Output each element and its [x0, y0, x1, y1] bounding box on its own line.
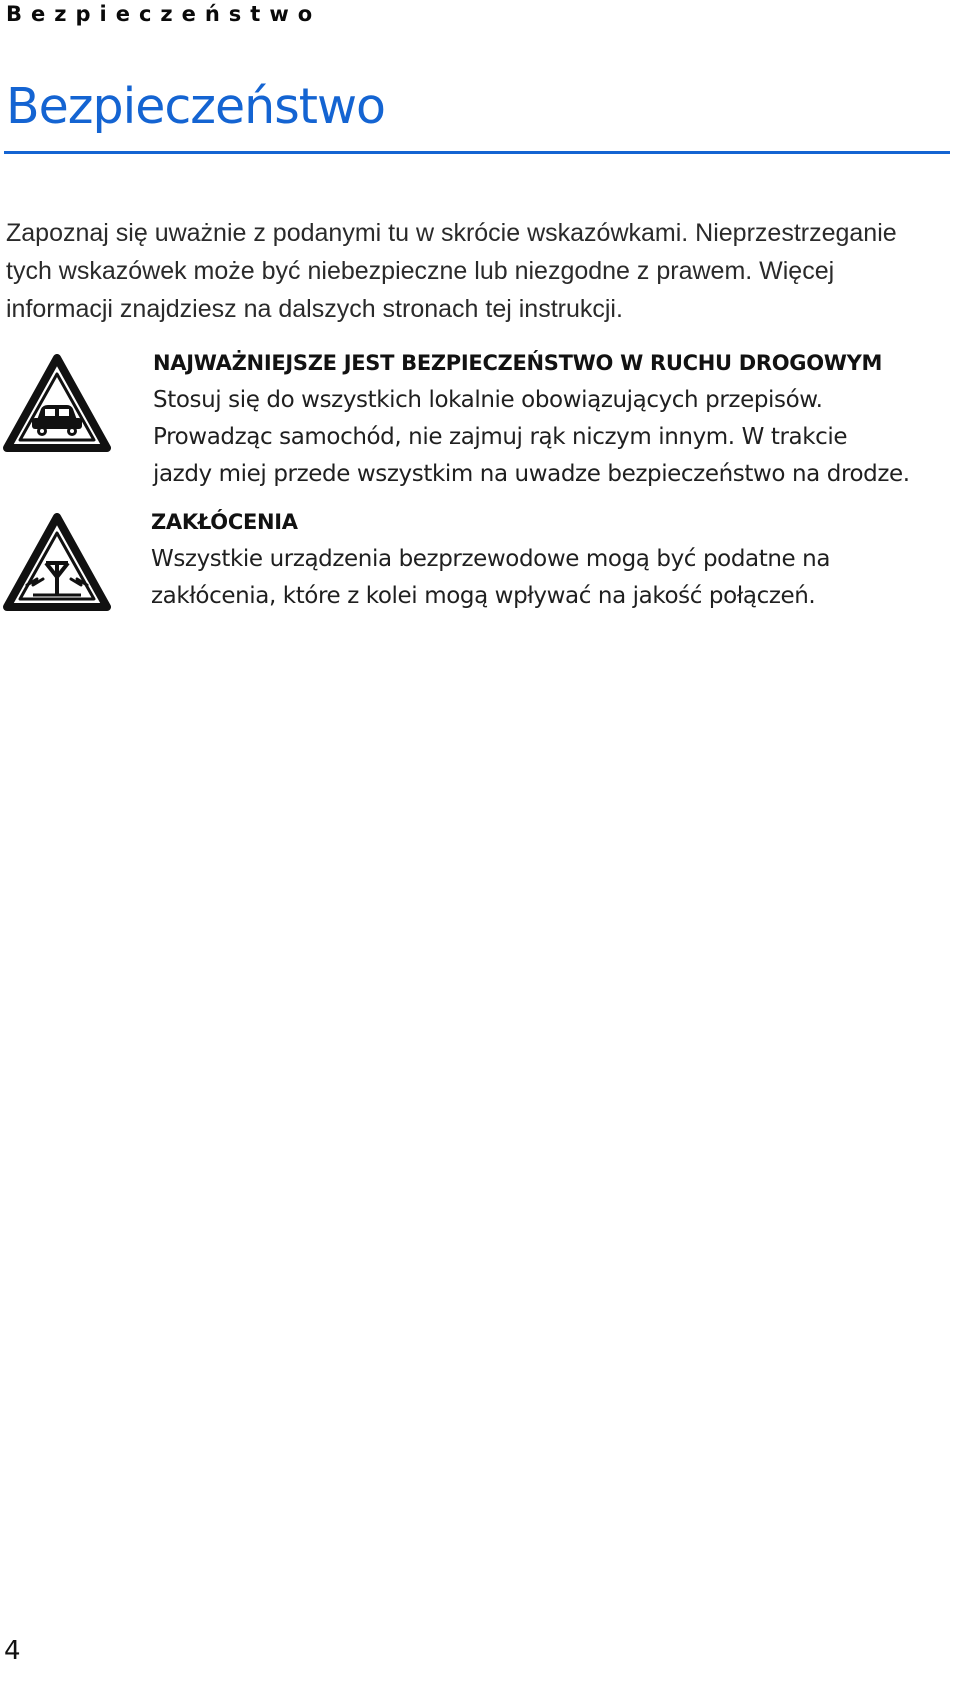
- section-heading: ZAKŁÓCENIA: [151, 510, 298, 534]
- interference-text: [151, 507, 951, 615]
- section-line: Wszystkie urządzenia bezprzewodowe mogą być podatne na: [151, 546, 831, 572]
- intro-line: Zapoznaj się uważnie z podanymi tu w skrócie wskazówkami. Nieprzestrzeganie: [6, 219, 897, 247]
- section-line: zakłócenia, które z kolei mogą wpływać na jakość połączeń.: [151, 583, 816, 609]
- interference-antenna-warning-icon: [3, 513, 111, 613]
- intro-line: informacji znajdziesz na dalszych stronach tej instrukcji.: [6, 295, 623, 323]
- section-line: jazdy miej przede wszystkim na uwadze bezpieczeństwo na drodze.: [153, 461, 910, 487]
- road-safety-car-warning-icon: [3, 354, 111, 454]
- section-body: [151, 541, 951, 615]
- section-heading: NAJWAŻNIEJSZE JEST BEZPIECZEŃSTWO W RUCHU DROGOWYM: [153, 351, 883, 375]
- road-safety-text: [153, 348, 953, 493]
- page-title: Bezpieczeństwo: [6, 78, 386, 135]
- section-line: Prowadząc samochód, nie zajmuj rąk niczym innym. W trakcie: [153, 424, 848, 450]
- title-rule: [4, 151, 950, 154]
- page-number: 4: [4, 1636, 21, 1666]
- intro-paragraph: [6, 214, 950, 328]
- section-line: Stosuj się do wszystkich lokalnie obowiązujących przepisów.: [153, 387, 823, 413]
- running-head: Bezpieczeństwo: [6, 2, 322, 26]
- section-body: [153, 382, 953, 493]
- intro-line: tych wskazówek może być niebezpieczne lub niezgodne z prawem. Więcej: [6, 257, 835, 285]
